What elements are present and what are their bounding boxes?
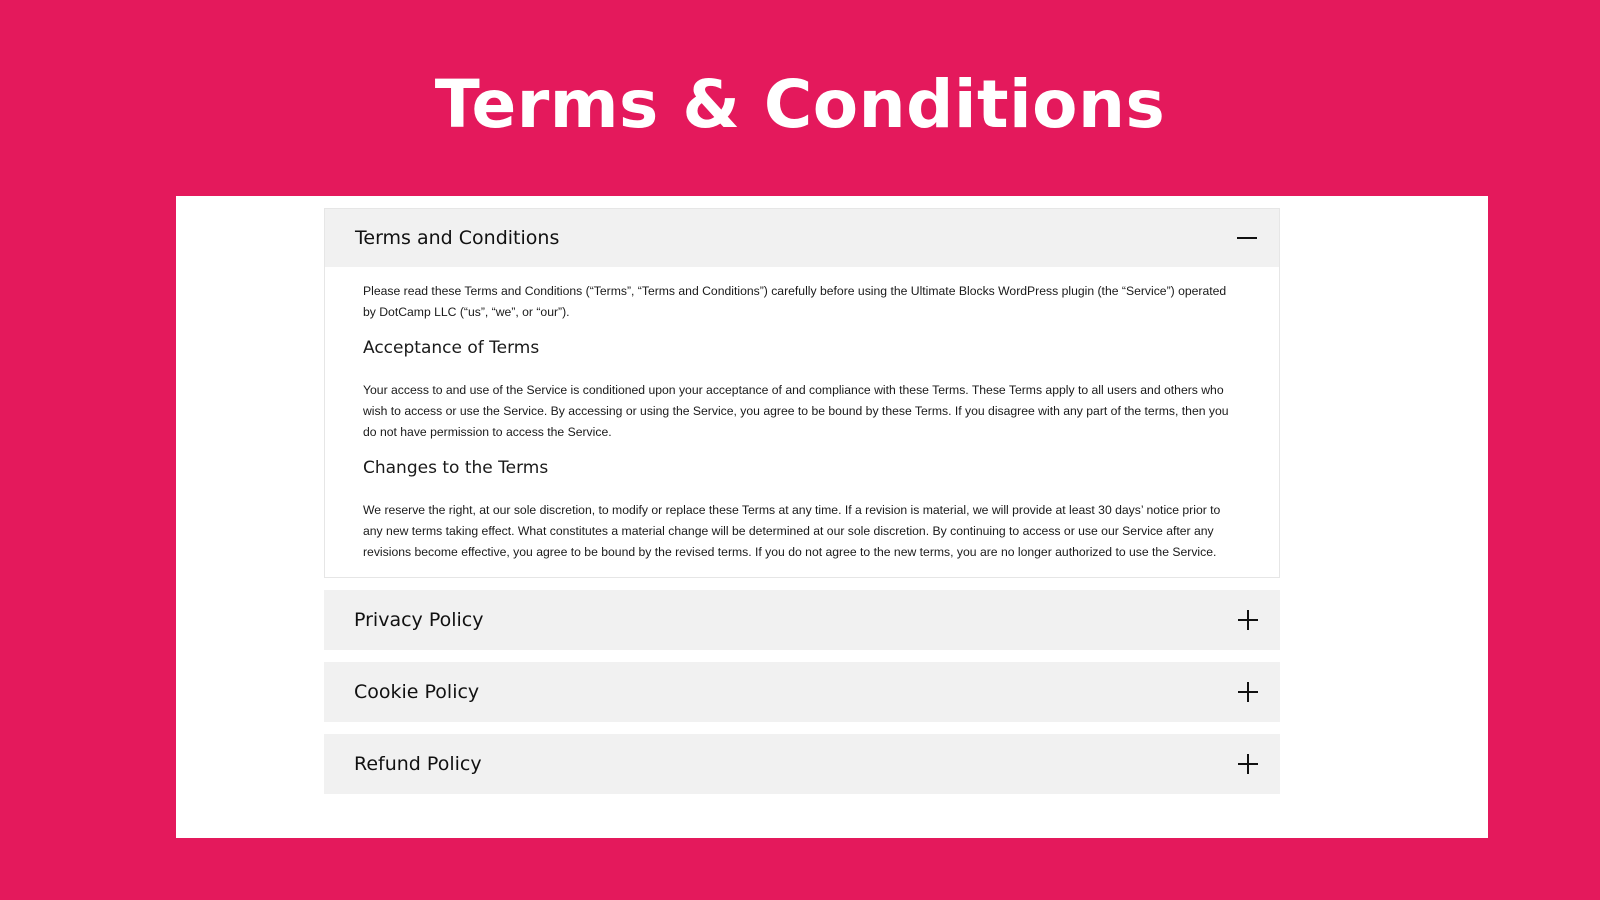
content-panel [176, 196, 1488, 838]
accordion-title: Cookie Policy [354, 681, 480, 703]
accordion-title: Refund Policy [354, 753, 482, 775]
accordion-header-cookie[interactable] [324, 662, 1280, 722]
accordion-header-privacy[interactable] [324, 590, 1280, 650]
accordion-title: Privacy Policy [354, 609, 484, 631]
accordion-item-cookie [324, 662, 1280, 722]
section-heading-acceptance: Acceptance of Terms [363, 338, 540, 358]
page-title: Terms & Conditions [434, 66, 1166, 143]
accordion-item-privacy [324, 590, 1280, 650]
accordion-item-terms [324, 208, 1280, 578]
intro-paragraph: Please read these Terms and Conditions (“Terms”, “Terms and Conditions”) carefully before using the Ultimate Blocks WordPress plugin (the “Service”) operated by DotCamp LLC (“us”, “we”, or “our”). [363, 284, 1227, 319]
accordion-title: Terms and Conditions [355, 227, 560, 249]
accordion-header-refund[interactable] [324, 734, 1280, 794]
accordion-header-terms[interactable] [325, 209, 1279, 267]
minus-icon[interactable] [1235, 226, 1259, 250]
section-heading-changes: Changes to the Terms [363, 458, 549, 478]
accordion-item-refund [324, 734, 1280, 794]
accordion-content-terms [325, 267, 1279, 577]
plus-icon[interactable] [1236, 680, 1260, 704]
accordion [324, 208, 1280, 806]
plus-icon[interactable] [1236, 608, 1260, 632]
plus-icon[interactable] [1236, 752, 1260, 776]
acceptance-paragraph: Your access to and use of the Service is conditioned upon your acceptance of and compliance with these Terms. These Terms apply to all users and others who wish to access or use the Service. By accessing or using the Service, you agree to be bound by these Terms. If you disagree with any part of the terms, then you do not have permission to access the Service. [363, 383, 1229, 439]
changes-paragraph: We reserve the right, at our sole discretion, to modify or replace these Terms at any time. If a revision is material, we will provide at least 30 days’ notice prior to any new terms taking effect. What constitutes a material change will be determined at our sole discretion. By continuing to access or use our Service after any revisions become effective, you agree to be bound by the revised terms. If you do not agree to the new terms, you are no longer authorized to use the Service. [363, 503, 1221, 559]
